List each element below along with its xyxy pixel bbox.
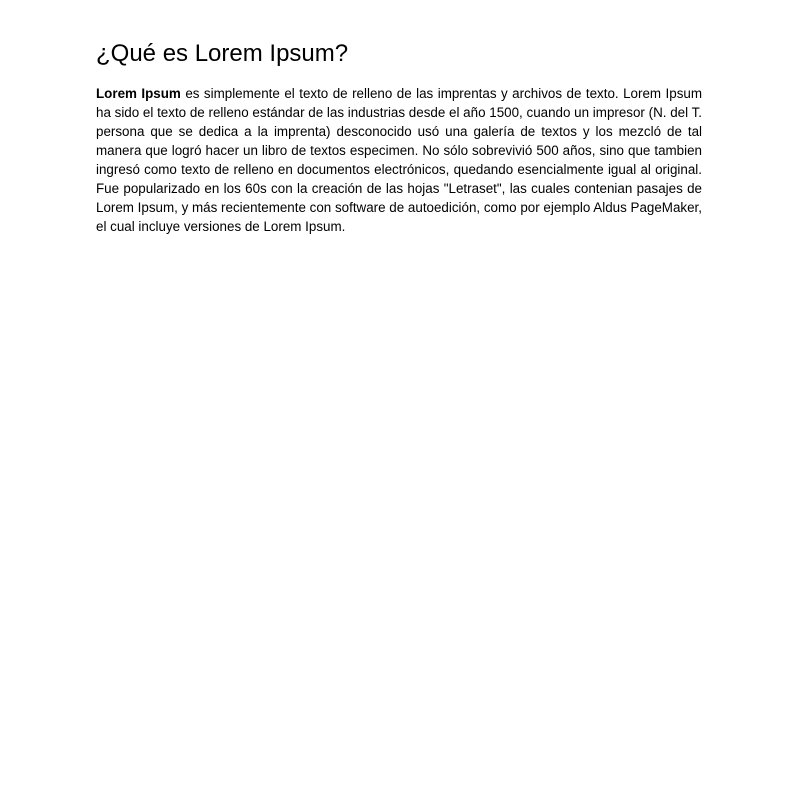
document-page <box>96 36 702 236</box>
body-paragraph <box>96 84 702 236</box>
lead-bold-text: Lorem Ipsum <box>96 86 181 101</box>
page-title: ¿Qué es Lorem Ipsum? <box>96 40 349 67</box>
body-text: es simplemente el texto de relleno de las imprentas y archivos de texto. Lorem Ipsum ha sido el texto de relleno estándar de las industrias desde el año 1500, cuando un impresor (N. del T. persona que se dedica a la imprenta) desconocido usó una galería de textos y los mezcló de tal manera que logró hacer un libro de textos especimen. No sólo sobrevivió 500 años, sino que tambien ingresó como texto de relleno en documentos electrónicos, quedando esencialmente igual al original. Fue popularizado en los 60s con la creación de las hojas "Letraset", las cuales contenian pasajes de Lorem Ipsum, y más recientemente con software de autoedición, como por ejemplo Aldus PageMaker, el cual incluye versiones de Lorem Ipsum. <box>96 86 702 234</box>
